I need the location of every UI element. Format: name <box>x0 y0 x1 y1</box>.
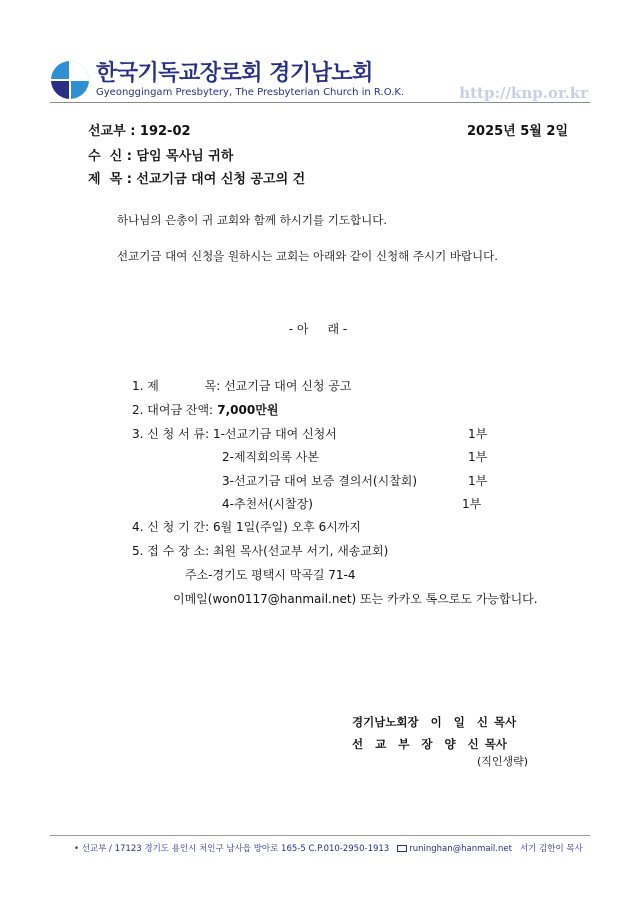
receipt-address: 주소-경기도 평택시 막곡길 71-4 <box>185 568 356 582</box>
footer-email[interactable]: runinghan@hanmail.net <box>409 844 512 854</box>
item-balance <box>132 401 278 418</box>
footer-contact <box>74 842 583 854</box>
subject-line: 제 목 : 선교기금 대여 신청 공고의 건 <box>88 172 306 187</box>
document-number: 선교부 : 192-02 <box>88 124 191 139</box>
presbytery-cross-logo-icon <box>50 60 90 100</box>
mail-icon <box>397 845 407 852</box>
signature-mission-head: 선 교 부 장 양 신 목사 <box>352 737 507 751</box>
item-receipt-label: 5. 접 수 장 소: <box>132 544 210 558</box>
document-2-qty: 1부 <box>468 450 488 464</box>
notice-heading: - 아 래 - <box>288 322 348 336</box>
footer-bullet: • <box>74 844 80 854</box>
signature-moderator: 경기남노회장 이 일 신 목사 <box>352 715 517 729</box>
item-period-label: 4. 신 청 기 간: <box>132 520 210 534</box>
document-date: 2025년 5월 2일 <box>467 124 568 139</box>
receipt-email: 이메일(won0117@hanmail.net) 또는 카카오 톡으로도 가능합니다. <box>173 592 538 606</box>
org-name-english: Gyeonggingam Presbytery, The Presbyterian Church in R.O.K. <box>96 87 405 98</box>
recipient-line: 수 신 : 담임 목사님 귀하 <box>88 149 234 164</box>
item-title-value: 선교기금 대여 신청 공고 <box>220 379 352 393</box>
document-4-name: 4-추천서(시찰장) <box>222 497 313 511</box>
footer-divider <box>50 835 590 836</box>
document-2-name: 2-제직회의록 사본 <box>222 450 319 464</box>
item-period-value: 6월 1일(주일) 오후 6시까지 <box>209 520 361 534</box>
item-balance-value: 7,000만원 <box>213 403 279 417</box>
header-divider <box>50 102 590 103</box>
item-receipt <box>132 542 388 559</box>
item-balance-label: 2. 대여금 잔액: <box>132 403 214 417</box>
website-link[interactable]: http://knp.or.kr <box>459 84 588 102</box>
item-documents <box>132 425 337 442</box>
footer-department: 선교부 / 17123 경기도 용인시 처인구 남사읍 방아로 165-5 C.P.010-2950-1913 <box>81 844 390 854</box>
org-name-korean: 한국기독교장로회 경기남노회 <box>96 61 373 86</box>
document-1-name: 1-선교기금 대여 신청서 <box>209 427 337 441</box>
item-receipt-value: 최원 목사(선교부 서기, 새송교회) <box>209 544 389 558</box>
document-3-qty: 1부 <box>468 474 488 488</box>
footer-secretary: 서기 김한이 목사 <box>519 844 583 854</box>
item-documents-label: 3. 신 청 서 류: <box>132 427 210 441</box>
item-title-label: 1. 제 목: <box>132 379 221 393</box>
document-3-name: 3-선교기금 대여 보증 결의서(시찰회) <box>222 474 418 488</box>
document-4-qty: 1부 <box>462 497 482 511</box>
item-period <box>132 518 361 535</box>
greeting-paragraph: 하나님의 은총이 귀 교회와 함께 하시기를 기도합니다. <box>117 213 387 227</box>
item-title <box>132 377 351 394</box>
request-paragraph: 선교기금 대여 신청을 원하시는 교회는 아래와 같이 신청해 주시기 바랍니다. <box>117 249 498 263</box>
document-1-qty: 1부 <box>468 427 488 441</box>
seal-omitted-note: (직인생략) <box>477 755 529 768</box>
